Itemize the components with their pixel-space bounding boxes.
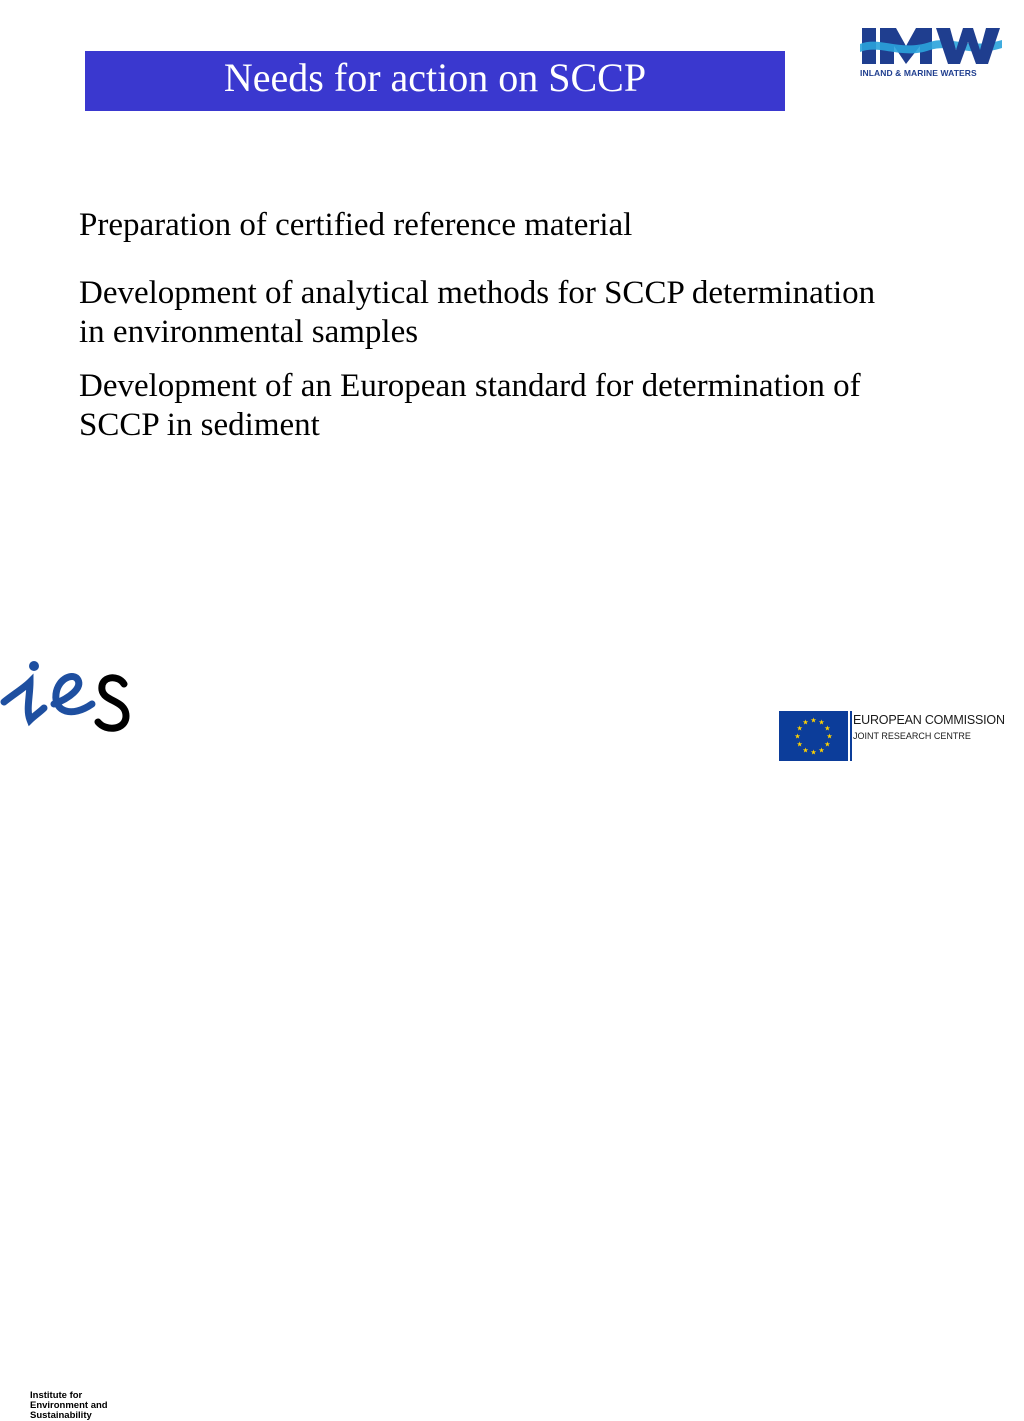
- jrc-name: JOINT RESEARCH CENTRE: [853, 731, 971, 741]
- ec-divider: [850, 711, 852, 761]
- eu-star-icon: ★: [810, 748, 817, 757]
- eu-star-icon: ★: [796, 724, 803, 733]
- eu-star-icon: ★: [802, 718, 809, 727]
- ies-caption-line: Institute for: [30, 1390, 83, 1401]
- ies-caption-line: Environment and: [30, 1400, 108, 1411]
- title-bar: [85, 51, 785, 111]
- eu-star-icon: ★: [824, 724, 831, 733]
- ies-logo: [0, 658, 140, 1421]
- imw-subtitle: INLAND & MARINE WATERS: [860, 68, 977, 78]
- ies-caption: [30, 1391, 108, 1421]
- bullet-item: Development of analytical methods for SCCP determination in environmental samples: [79, 274, 876, 351]
- eu-star-icon: ★: [796, 740, 803, 749]
- eu-star-icon: ★: [826, 732, 833, 741]
- ec-logo: [779, 711, 1024, 761]
- eu-star-icon: ★: [818, 746, 825, 755]
- eu-star-icon: ★: [802, 746, 809, 755]
- imw-logo: [860, 24, 1002, 80]
- ec-name: EUROPEAN COMMISSION: [853, 713, 1005, 727]
- eu-flag-icon: [779, 711, 848, 761]
- eu-star-icon: ★: [824, 740, 831, 749]
- eu-star-icon: ★: [818, 718, 825, 727]
- imw-wordmark-icon: [860, 24, 1002, 68]
- bullet-item: Preparation of certified reference material: [79, 207, 633, 243]
- bullet-list: [79, 206, 899, 460]
- eu-star-icon: ★: [810, 716, 817, 725]
- slide-title: Needs for action on SCCP: [223, 55, 647, 100]
- ies-caption-line: Sustainability: [30, 1410, 92, 1421]
- ies-wordmark-icon: [0, 658, 140, 738]
- bullet-item: Development of an European standard for determination of SCCP in sediment: [79, 367, 861, 444]
- eu-star-icon: ★: [794, 732, 801, 741]
